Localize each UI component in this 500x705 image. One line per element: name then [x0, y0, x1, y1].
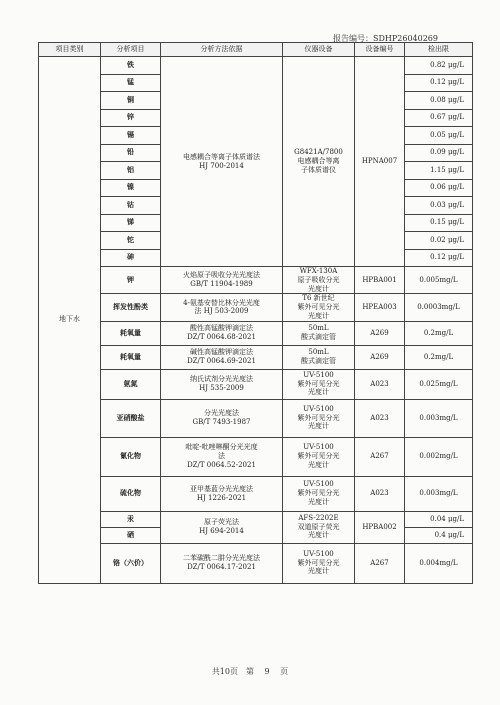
item-name: 铊 — [101, 232, 161, 250]
header-category: 项目类别 — [39, 43, 101, 57]
device-id-cell: HPNA007 — [355, 57, 405, 267]
limit-cell: 0.03 μg/L — [405, 197, 473, 215]
limit-cell: 0.15 μg/L — [405, 214, 473, 232]
limit-cell: 0.003mg/L — [405, 476, 473, 511]
instrument-cell: UV-5100 紫外可见分光 光度计 — [283, 399, 355, 437]
table-body — [39, 57, 473, 584]
device-id-cell: A267 — [355, 543, 405, 583]
table-row — [39, 294, 473, 321]
method-cell: 酸性高锰酸钾滴定法 DZ/T 0064.68-2021 — [161, 321, 283, 345]
table-row — [39, 437, 473, 476]
method-cell: 电感耦合等离子体质谱法 HJ 700-2014 — [161, 57, 283, 267]
item-name: 氨氮 — [101, 369, 161, 399]
table-row — [39, 369, 473, 399]
table-header-row — [39, 43, 473, 57]
item-name: 锌 — [101, 109, 161, 127]
limit-cell: 0.2mg/L — [405, 345, 473, 369]
limit-cell: 0.82 μg/L — [405, 57, 473, 75]
table-row — [39, 543, 473, 583]
item-name: 耗氧量 — [101, 345, 161, 369]
method-cell: 亚甲基蓝分光光度法 HJ 1226-2021 — [161, 476, 283, 511]
limit-cell: 0.12 μg/L — [405, 249, 473, 267]
header-instrument: 仪器设备 — [283, 43, 355, 57]
limit-cell: 0.4 μg/L — [405, 527, 473, 543]
item-name: 砷 — [101, 249, 161, 267]
instrument-cell: 50mL 酸式滴定管 — [283, 345, 355, 369]
category-cell: 地下水 — [39, 57, 101, 584]
limit-cell: 0.09 μg/L — [405, 144, 473, 162]
limit-cell: 0.08 μg/L — [405, 92, 473, 110]
method-cell: 碱性高锰酸钾滴定法 DZ/T 0064.69-2021 — [161, 345, 283, 369]
instrument-cell: T6 新世纪 紫外可见分光 光度计 — [283, 294, 355, 321]
device-id-cell: HPEA003 — [355, 294, 405, 321]
item-name: 铅 — [101, 144, 161, 162]
item-name: 铝 — [101, 162, 161, 180]
instrument-cell: G8421A/7800 电感耦合等离 子体质谱仪 — [283, 57, 355, 267]
device-id-cell: A023 — [355, 399, 405, 437]
limit-cell: 1.15 μg/L — [405, 162, 473, 180]
item-name: 铬（六价） — [101, 543, 161, 583]
table-row — [39, 57, 473, 75]
item-name: 镍 — [101, 179, 161, 197]
limit-cell: 0.04 μg/L — [405, 511, 473, 527]
item-name: 硒 — [101, 527, 161, 543]
header-limit: 检出限 — [405, 43, 473, 57]
table-row — [39, 345, 473, 369]
method-cell: 吡啶-吡唑啉酮分光光度 法 DZ/T 0064.52-2021 — [161, 437, 283, 476]
table-row — [39, 399, 473, 437]
device-id-cell: A267 — [355, 437, 405, 476]
device-id-cell: HPBA001 — [355, 267, 405, 294]
device-id-cell: A023 — [355, 369, 405, 399]
limit-cell: 0.06 μg/L — [405, 179, 473, 197]
device-id-cell: A269 — [355, 321, 405, 345]
method-cell: 二苯碳酰二肼分光光度法 DZ/T 0064.17-2021 — [161, 543, 283, 583]
item-name: 镉 — [101, 127, 161, 145]
limit-cell: 0.12 μg/L — [405, 74, 473, 92]
analysis-table — [38, 42, 473, 584]
limit-cell: 0.025mg/L — [405, 369, 473, 399]
header-device-id: 设备编号 — [355, 43, 405, 57]
page-footer: 共10页 第 9 页 — [211, 667, 289, 676]
device-id-cell: A269 — [355, 345, 405, 369]
limit-cell: 0.0003mg/L — [405, 294, 473, 321]
limit-cell: 0.2mg/L — [405, 321, 473, 345]
limit-cell: 0.005mg/L — [405, 267, 473, 294]
limit-cell: 0.67 μg/L — [405, 109, 473, 127]
item-name: 钴 — [101, 197, 161, 215]
instrument-cell: 50mL 酸式滴定管 — [283, 321, 355, 345]
method-cell: 分光光度法 GB/T 7493-1987 — [161, 399, 283, 437]
item-name: 汞 — [101, 511, 161, 527]
table-row — [39, 476, 473, 511]
item-name: 锑 — [101, 214, 161, 232]
item-name: 氰化物 — [101, 437, 161, 476]
limit-cell: 0.02 μg/L — [405, 232, 473, 250]
method-cell: 原子荧光法 HJ 694-2014 — [161, 511, 283, 543]
item-name: 锰 — [101, 74, 161, 92]
instrument-cell: UV-5100 紫外可见分光 光度计 — [283, 437, 355, 476]
device-id-cell: A023 — [355, 476, 405, 511]
item-name: 钾 — [101, 267, 161, 294]
item-name: 亚硝酸盐 — [101, 399, 161, 437]
report-number: 报告编号：SDHP26040269 — [333, 34, 438, 43]
method-cell: 纳氏试剂分光光度法 HJ 535-2009 — [161, 369, 283, 399]
method-cell: 4-氨基安替比林分光光度 法 HJ 503-2009 — [161, 294, 283, 321]
instrument-cell: AFS-2202E 双道原子荧光 光度计 — [283, 511, 355, 543]
device-id-cell: HPBA002 — [355, 511, 405, 543]
item-name: 耗氧量 — [101, 321, 161, 345]
table-row — [39, 267, 473, 294]
item-name: 挥发性酚类 — [101, 294, 161, 321]
limit-cell: 0.05 μg/L — [405, 127, 473, 145]
limit-cell: 0.002mg/L — [405, 437, 473, 476]
item-name: 硫化物 — [101, 476, 161, 511]
instrument-cell: UV-5100 紫外可见分光 光度计 — [283, 369, 355, 399]
header-method: 分析方法依据 — [161, 43, 283, 57]
item-name: 铁 — [101, 57, 161, 75]
method-cell: 火焰原子吸收分光光度法 GB/T 11904-1989 — [161, 267, 283, 294]
limit-cell: 0.003mg/L — [405, 399, 473, 437]
instrument-cell: UV-5100 紫外可见分光 光度计 — [283, 543, 355, 583]
table-row — [39, 511, 473, 527]
instrument-cell: UV-5100 紫外可见分光 光度计 — [283, 476, 355, 511]
instrument-cell: WFX-130A 原子吸收分光 光度计 — [283, 267, 355, 294]
limit-cell: 0.004mg/L — [405, 543, 473, 583]
header-item: 分析项目 — [101, 43, 161, 57]
item-name: 铜 — [101, 92, 161, 110]
table-row — [39, 321, 473, 345]
